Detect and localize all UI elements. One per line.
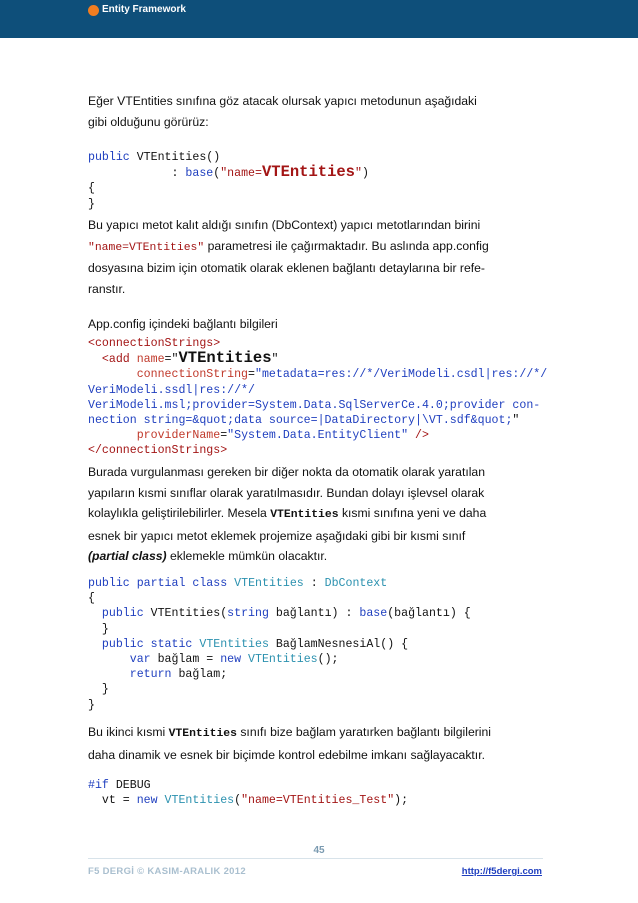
code-text: { xyxy=(88,182,95,196)
code-block-xml xyxy=(88,336,547,459)
inline-code: VTEntities xyxy=(168,728,237,740)
paragraph-line: daha dinamik ve esnek bir biçimde kontrol edebilme imkanı sağlayacaktır. xyxy=(88,747,485,762)
code-text: ( xyxy=(213,167,221,181)
xml-tag: /> xyxy=(408,429,429,443)
footer-website-link[interactable]: http://f5dergi.com xyxy=(461,866,542,877)
xml-text: = xyxy=(248,368,255,382)
code-text: ) xyxy=(361,167,369,181)
paragraph-line: Bu ikinci kısmi xyxy=(88,725,169,739)
paragraph-line: Bu yapıcı metot kalıt aldığı sınıfın (DbContext) yapıcı metotlarından birini xyxy=(88,218,481,232)
xml-tag: <connectionStrings> xyxy=(88,337,221,350)
code-text: VTEntities( xyxy=(143,607,228,621)
paragraph-line: parametresi ile çağırmaktadır. Bu aslında app.config xyxy=(204,238,489,253)
bullet-dot-icon xyxy=(88,5,99,16)
code-text: bağlam = xyxy=(150,653,221,667)
code-text: ( xyxy=(234,794,242,808)
code-text: DEBUG xyxy=(108,779,151,792)
code-text: (bağlantı) { xyxy=(387,607,471,621)
xml-tag: </connectionStrings> xyxy=(88,444,228,458)
code-type: VTEntities xyxy=(234,577,304,590)
xml-tag: <add xyxy=(88,353,137,367)
code-keyword: #if xyxy=(88,779,109,792)
code-keyword: new xyxy=(136,794,158,808)
xml-text: " xyxy=(271,353,279,367)
xml-value: "metadata=res://*/VeriModeli.csdl|res://*/ xyxy=(255,368,548,382)
xml-text: " xyxy=(171,353,179,367)
xml-attribute: providerName xyxy=(88,429,221,443)
paragraph-line: yapıların kısmi sınıflar olarak yaratılmasıdır. Bundan dolayı işlevsel olarak xyxy=(88,485,485,500)
code-text: : xyxy=(88,167,186,181)
paragraph-second-partial xyxy=(88,722,543,765)
paragraph-line: kısmi sınıfına yeni ve daha xyxy=(338,506,487,520)
code-text: bağlantı) : xyxy=(268,607,360,621)
code-text: } xyxy=(88,622,109,636)
paragraph-line: dosyasına bizim için otomatik olarak eklenen bağlantı detaylarına bir refe- xyxy=(88,261,485,275)
code-keyword: var xyxy=(88,653,151,667)
xml-value: "System.Data.EntityClient" xyxy=(227,429,409,443)
code-keyword: partial xyxy=(136,577,186,590)
code-keyword: static xyxy=(150,637,193,651)
code-text: BağlamNesnesiAl() { xyxy=(268,637,409,651)
inline-code: "name=VTEntities" xyxy=(88,241,205,254)
paragraph-line: kolaylıkla geliştirilebilirler. Mesela xyxy=(88,506,271,520)
code-text: } xyxy=(88,197,95,211)
paragraph-explanation xyxy=(88,215,543,299)
xml-value: nection string=&quot;data source=|DataDirectory|\VT.sdf&quot; xyxy=(88,414,513,428)
xml-text: = xyxy=(164,353,172,367)
code-string: " xyxy=(354,167,362,181)
code-keyword: class xyxy=(192,577,228,590)
paragraph-line: gibi olduğunu görürüz: xyxy=(88,114,209,129)
paragraph-appconfig-title: App.config içindeki bağlantı bilgileri xyxy=(88,317,278,331)
code-text: { xyxy=(88,592,95,606)
code-type: VTEntities xyxy=(248,653,318,667)
code-block-debug xyxy=(88,778,408,808)
code-keyword: return xyxy=(88,668,172,682)
xml-value-emphasis: VTEntities xyxy=(178,349,272,368)
paragraph-line: ranstır. xyxy=(88,281,126,296)
code-keyword: base xyxy=(359,607,388,621)
page-number: 45 xyxy=(313,845,325,856)
xml-attribute: name xyxy=(136,353,165,367)
code-text: : xyxy=(303,577,325,590)
code-keyword: public xyxy=(88,637,144,651)
code-keyword: string xyxy=(227,607,269,621)
paragraph-line: sınıfı bize bağlam yaratırken bağlantı bilgilerini xyxy=(236,725,491,739)
code-keyword: public xyxy=(88,607,144,621)
code-keyword: public xyxy=(88,577,130,590)
code-block-partial-class xyxy=(88,576,471,713)
code-string: "name=VTEntities_Test" xyxy=(241,794,395,808)
code-keyword: base xyxy=(185,167,214,181)
code-text: ); xyxy=(394,794,409,808)
code-text: } xyxy=(88,683,109,697)
xml-attribute: connectionString xyxy=(88,368,249,382)
xml-text: = xyxy=(220,429,228,443)
code-keyword: new xyxy=(220,653,242,667)
xml-value: VeriModeli.msl;provider=System.Data.SqlServerCe.4.0;provider con- xyxy=(88,398,541,412)
paragraph-line: Burada vurgulanması gereken bir diğer nokta da otomatik olarak yaratılan xyxy=(88,465,485,479)
paragraph-line: esnek bir yapıcı metot eklemek projemize aşağıdaki gibi bir kısmi sınıf xyxy=(88,528,466,543)
code-type: VTEntities xyxy=(164,794,235,808)
code-block-constructor xyxy=(88,150,369,212)
bold-italic-text: (partial class) xyxy=(88,549,167,563)
code-text: vt = xyxy=(88,794,137,808)
paragraph-partial-classes xyxy=(88,462,543,567)
code-type: DbContext xyxy=(324,577,388,590)
xml-value: VeriModeli.ssdl|res://*/ xyxy=(88,383,255,397)
code-string: "name= xyxy=(220,167,262,181)
xml-text: " xyxy=(512,414,520,428)
code-keyword: public xyxy=(88,151,130,164)
footer-publication: F5 DERGİ © KASIM-ARALIK 2012 xyxy=(88,866,246,877)
header-title: Entity Framework xyxy=(102,4,186,15)
code-string-emphasis: VTEntities xyxy=(261,163,355,182)
paragraph-line: Eğer VTEntities sınıfına göz atacak olursak yapıcı metodunun aşağıdaki xyxy=(88,94,477,108)
code-text: } xyxy=(88,698,95,712)
code-text: VTEntities() xyxy=(129,151,221,164)
code-text: (); xyxy=(317,653,339,667)
paragraph-intro xyxy=(88,91,543,132)
footer-divider xyxy=(88,858,543,859)
code-type: VTEntities xyxy=(199,637,269,651)
inline-code: VTEntities xyxy=(270,509,339,521)
code-text: bağlam; xyxy=(171,668,228,682)
paragraph-line: eklemekle mümkün olacaktır. xyxy=(166,549,328,563)
